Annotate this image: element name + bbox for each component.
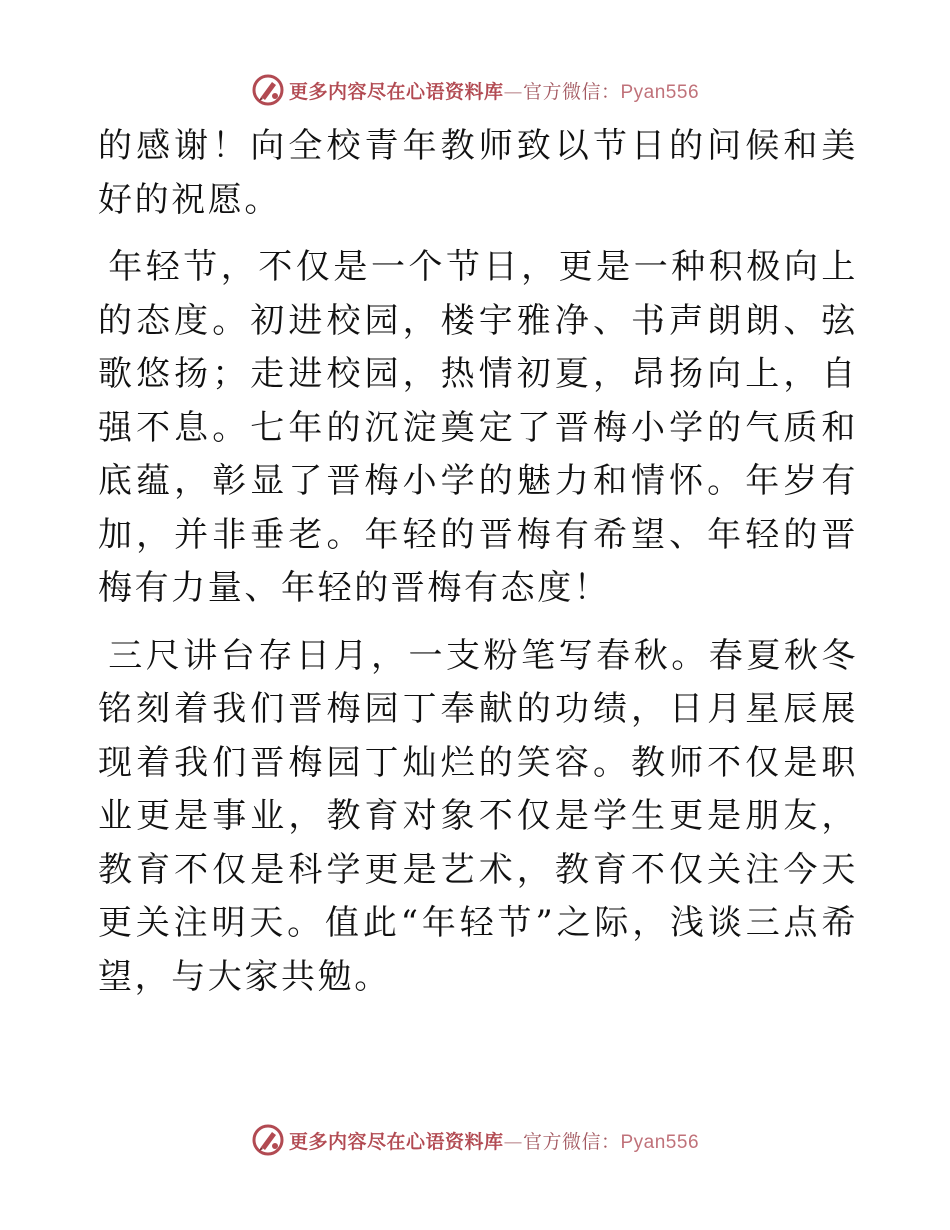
header-wechat-id: Pyan556	[620, 81, 700, 103]
header-watermark-inner	[251, 73, 699, 107]
pen-nib-logo-icon	[251, 73, 285, 107]
footer-site-text: 更多内容尽在心语资料库	[288, 1130, 504, 1153]
header-separator: —	[503, 80, 523, 103]
header-watermark	[0, 70, 950, 110]
paragraph-3: 三尺讲台存日月，一支粉笔写春秋。春夏秋冬铭刻着我们晋梅园丁奉献的功绩，日月星辰展现着我们晋梅园丁灿烂的笑容。教师不仅是职业更是事业，教育对象不仅是学生更是朋友，教育不仅是科学更是艺术，教育不仅关注今天更关注明天。值此“年轻节”之际，浅谈三点希望，与大家共勉。	[98, 635, 858, 997]
footer-wechat-id: Pyan556	[620, 1131, 700, 1153]
paragraph-2: 年轻节，不仅是一个节日，更是一种积极向上的态度。初进校园，楼宇雅净、书声朗朗、弦歌悠扬；走进校园，热情初夏，昂扬向上，自强不息。七年的沉淀奠定了晋梅小学的气质和底蕴，彰显了晋梅小学的魅力和情怀。年岁有加，并非垂老。年轻的晋梅有希望、年轻的晋梅有力量、年轻的晋梅有态度！	[98, 247, 858, 608]
document-body	[98, 120, 858, 1004]
header-site-text: 更多内容尽在心语资料库	[288, 80, 504, 103]
footer-wechat-label: 官方微信：	[522, 1130, 621, 1153]
paragraph-1: 的感谢！向全校青年教师致以节日的问候和美好的祝愿。	[98, 126, 858, 220]
footer-separator: —	[503, 1130, 523, 1153]
footer-watermark-inner	[251, 1123, 699, 1157]
header-watermark-text	[289, 77, 699, 104]
footer-watermark	[0, 1120, 950, 1160]
header-wechat-label: 官方微信：	[522, 80, 621, 103]
pen-nib-logo-icon	[251, 1123, 285, 1157]
footer-watermark-text	[289, 1127, 699, 1154]
